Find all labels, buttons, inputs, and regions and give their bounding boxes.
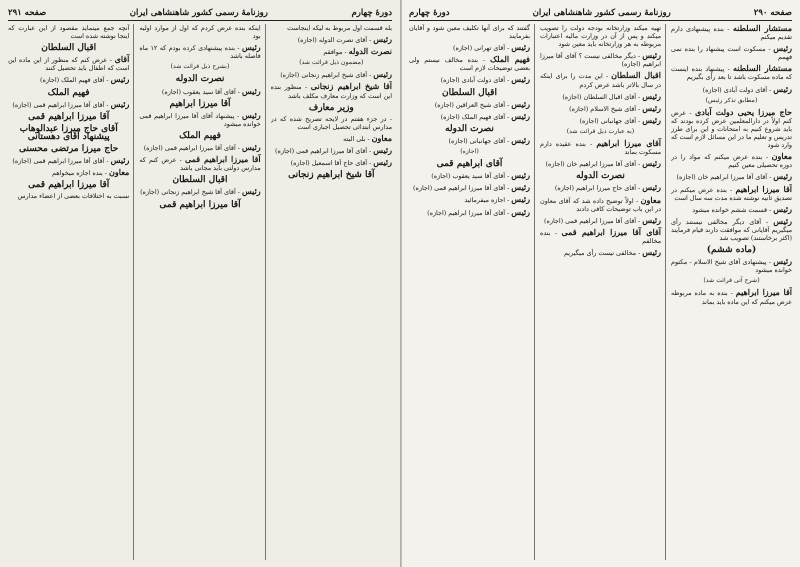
speech-text: - مسکوت است پیشنهاد را بنده نمی فهمم bbox=[671, 45, 792, 62]
speaker-name: رئیس bbox=[642, 102, 661, 113]
speech-text: - مخالفی نیست رأی میگیریم bbox=[564, 248, 641, 257]
speech-text: - بنده عرض میکنم در تصدیق ثانیه نوشته شده مدت سه سال است bbox=[671, 185, 792, 202]
speech-entry bbox=[540, 183, 661, 192]
speech-entry bbox=[540, 71, 661, 88]
speaker-name: رئیس bbox=[110, 155, 130, 166]
speaker-name: مستشار السلطنه bbox=[733, 63, 792, 74]
speech-entry bbox=[8, 24, 129, 40]
left-page-columns bbox=[8, 24, 392, 560]
speaker-heading: وزیر معارف bbox=[308, 102, 354, 113]
speech-entry bbox=[271, 115, 392, 131]
speech-text: - موافقم bbox=[323, 48, 347, 57]
right-page-columns bbox=[409, 24, 792, 560]
speaker-name: رئیس bbox=[773, 43, 792, 54]
speech-text: - آقای آقا سید یعقوب (اجازه) bbox=[431, 172, 510, 181]
speaker-name: رئیس bbox=[773, 83, 792, 94]
speech-entry bbox=[139, 143, 260, 152]
speaker-heading: آقا میرزا ابراهیم قمی bbox=[159, 199, 241, 210]
speech-text: - بلی البته bbox=[343, 134, 370, 143]
speech-text: - پیشنهاد بنده اینست که ماده مسکوت باشد تا بعد رأی بگیریم bbox=[671, 65, 792, 82]
speech-entry bbox=[540, 51, 661, 68]
speaker-name: آقا میرزا ابراهیم قمی bbox=[185, 154, 261, 165]
speaker-name: معاون bbox=[109, 167, 130, 178]
speaker-heading: آقای حاج میرزا عبدالوهاب پیشنهاد آقای دهستانی bbox=[19, 123, 118, 142]
speaker-heading: نصرت الدوله bbox=[445, 123, 494, 134]
speech-entry bbox=[271, 82, 392, 99]
speech-text: گفتند که برای آنها تکلیف معین شود و آقایان بفرمایند bbox=[409, 24, 530, 41]
speech-entry bbox=[8, 192, 129, 200]
speech-text: - آقای اقبال السلطان (اجازه) bbox=[562, 92, 641, 101]
speaker-heading: نصرت الدوله bbox=[576, 171, 625, 182]
speaker-name: رئیس bbox=[373, 145, 392, 156]
speaker-name: رئیس bbox=[511, 206, 530, 217]
speech-text: - پیشنهادی آقای شیخ الاسلام - مکتوم خوانده میشود bbox=[671, 258, 792, 275]
right-page bbox=[400, 0, 800, 567]
speech-entry bbox=[139, 187, 260, 196]
speaker-name: رئیس bbox=[373, 69, 392, 80]
speech-entry bbox=[540, 196, 661, 213]
left-page-number: صفحه ۲۹۱ bbox=[8, 8, 47, 18]
speaker-name: رئیس bbox=[773, 215, 792, 226]
speech-text: - آقای آقا میرزا ابراهیم قمی (اجازه) bbox=[143, 144, 240, 153]
left-page-title: روزنامهٔ رسمی کشور شاهنشاهی ایران bbox=[129, 8, 268, 18]
speech-text: - این مدت را برای اینکه در سال بالاتر باشد عرض کردم bbox=[540, 72, 661, 89]
speech-text: - آقای آقا میرزا ابراهیم (اجازه) bbox=[427, 208, 510, 217]
speaker-name: رئیس bbox=[642, 158, 661, 169]
speaker-name: رئیس bbox=[511, 182, 530, 193]
speech-text: - عرض کنم که مدارس دولتی باید مجانی باشد bbox=[139, 156, 261, 173]
speech-entry bbox=[671, 108, 792, 149]
speaker-name: رئیس bbox=[241, 109, 261, 120]
speech-entry bbox=[540, 104, 661, 113]
speech-entry bbox=[8, 75, 129, 84]
speaker-name: معاون bbox=[640, 194, 661, 205]
speech-text: - پیشنهاد آقای آقا میرزا ابراهیم قمی خوانده میشود bbox=[139, 111, 261, 128]
speech-entry bbox=[540, 139, 661, 156]
speech-text: اینکه بنده عرض کردم که اول از موارد اولیه بود bbox=[139, 24, 261, 41]
speech-entry bbox=[8, 100, 129, 109]
speaker-name: رئیس bbox=[511, 98, 530, 109]
right-column-2 bbox=[540, 24, 666, 560]
speech-entry bbox=[139, 155, 260, 172]
speech-text: - آقای آقا میرزا ابراهیم قمی (اجازه) bbox=[413, 184, 510, 193]
speech-entry bbox=[8, 156, 129, 165]
speech-text: - آقای آقا میرزا ابراهیم قمی (اجازه) bbox=[544, 216, 641, 225]
speaker-name: آقا شیخ ابراهیم زنجانی bbox=[310, 81, 392, 92]
speaker-name: رئیس bbox=[642, 114, 661, 125]
speaker-name: معاون bbox=[371, 132, 392, 143]
speech-text: - آقای فهیم الملک (اجازه) bbox=[40, 76, 109, 85]
speaker-heading: اقبال السلطان bbox=[442, 87, 497, 98]
speech-entry bbox=[671, 185, 792, 202]
speaker-name: رئیس bbox=[373, 157, 392, 168]
speaker-name: رئیس bbox=[642, 90, 661, 101]
speech-text: - آقای فهیم الملک (اجازه) bbox=[440, 112, 510, 121]
speech-entry bbox=[139, 111, 260, 128]
speaker-name: رئیس bbox=[511, 74, 530, 85]
speech-entry bbox=[271, 24, 392, 32]
speaker-heading: آقا شیخ ابراهیم زنجانی bbox=[288, 170, 375, 181]
speaker-name: رئیس bbox=[511, 110, 530, 121]
speech-entry bbox=[409, 112, 530, 121]
speech-text: - بنده عرض میکنم که مواد را در دوره تحصیلی معین کنیم bbox=[671, 153, 792, 170]
left-page-header bbox=[8, 6, 392, 21]
left-page-session: دورهٔ چهارم bbox=[351, 8, 392, 18]
speech-text: - آقای نصرت الدوله (اجازه) bbox=[297, 36, 372, 45]
speaker-name: رئیس bbox=[373, 34, 392, 45]
speaker-name: رئیس bbox=[642, 246, 661, 257]
right-column-3 bbox=[409, 24, 535, 560]
speech-text: - عرض کنم که منظور از این ماده این است که اطفال باید تحصیل کنند bbox=[8, 56, 130, 73]
speech-entry bbox=[271, 35, 392, 44]
speech-text: - بنده مخالف نیستم ولی بعضی توضیحات لازم است bbox=[409, 56, 530, 73]
speaker-heading: آقا میرزا ابراهیم قمی bbox=[28, 111, 110, 122]
speaker-name: رئیس bbox=[773, 203, 792, 214]
speaker-name: رئیس bbox=[241, 142, 261, 153]
left-column-3 bbox=[8, 24, 134, 560]
speaker-name: فهیم الملک bbox=[490, 54, 530, 65]
speech-text: - آقای شیخ ابراهیم زنجانی (اجازه) bbox=[280, 71, 372, 80]
speaker-name: رئیس bbox=[110, 74, 130, 85]
speech-text: - بنده مخالفم bbox=[540, 228, 661, 245]
speech-text: - آقای آقا میرزا ابراهیم قمی (اجازه) bbox=[12, 100, 109, 109]
speech-text: - آقای دیگر مخالفی نیستند رأی میگیریم آقایانی که موافقت دارند قیام فرمایند (اکثر برخاستند) تصویب شد bbox=[671, 217, 792, 242]
speech-entry bbox=[8, 55, 129, 72]
speaker-name: آقای bbox=[114, 54, 130, 65]
speech-entry bbox=[671, 64, 792, 81]
speech-text: آنچه جمع مینماید مقصود از این عبارت که اینجا نوشته شده است bbox=[8, 24, 130, 41]
speech-entry bbox=[139, 87, 260, 96]
speaker-heading: فهیم الملک bbox=[47, 87, 90, 98]
speaker-heading: اقبال السلطان bbox=[172, 175, 228, 186]
speech-entry bbox=[139, 43, 260, 60]
speaker-name: رئیس bbox=[511, 42, 530, 53]
speech-entry bbox=[540, 92, 661, 101]
speech-entry bbox=[540, 24, 661, 48]
proceedings-note: (مطابق تذکر رئیس) bbox=[705, 96, 758, 104]
speaker-name: رئیس bbox=[511, 170, 530, 181]
speech-entry bbox=[271, 47, 392, 56]
proceedings-note: (شرح آتی قرائت شد) bbox=[703, 277, 760, 285]
speech-entry bbox=[271, 158, 392, 167]
speech-entry bbox=[671, 217, 792, 242]
speech-entry bbox=[409, 183, 530, 192]
proceedings-note: (مضمون ذیل قرائت شد) bbox=[299, 59, 364, 67]
speaker-name: رئیس bbox=[241, 42, 261, 53]
speech-text: - آقای جهانبانی (اجازه) bbox=[448, 136, 510, 145]
speech-entry bbox=[540, 159, 661, 168]
right-page-session: دورهٔ چهارم bbox=[409, 8, 450, 18]
right-page-number: صفحه ۲۹۰ bbox=[753, 8, 792, 18]
speech-entry bbox=[409, 55, 530, 72]
speech-entry bbox=[409, 136, 530, 145]
speech-entry bbox=[409, 75, 530, 84]
speaker-name: آقای میرزا ابراهیم bbox=[596, 138, 661, 149]
speech-text: - عرض کنم اولاً در دارالمعلمین عرض کرده بودند که باید شروع کنیم به امتحانات و این برای طرز تدریس و تعلیم ما در این مسائل لازم است که وارد شود bbox=[671, 108, 792, 150]
right-page-header bbox=[409, 6, 792, 21]
speech-text: تهیه میکند وزارتخانه بودجه دولت را تصویب میکند و پس از آن در وزارت مالیه اعتبارات مربوطه به هر وزارتخانه باید معین شود bbox=[540, 24, 661, 49]
speech-entry bbox=[671, 44, 792, 61]
speech-text: - آقای آقا سید یعقوب (اجازه) bbox=[161, 87, 240, 96]
speech-entry bbox=[671, 205, 792, 214]
speech-text: - دیگر مخالفی نیست ؟ آقای آقا میرزا ابراهیم (اجازه) bbox=[540, 52, 661, 69]
speech-text: - آقای آقا میرزا ابراهیم قمی (اجازه) bbox=[275, 147, 372, 156]
speaker-name: رئیس bbox=[110, 98, 130, 109]
speech-text: - منظور بنده این است که وزارت معارف مکلف باشد bbox=[270, 83, 392, 100]
speech-entry bbox=[409, 171, 530, 180]
speech-text: - آقای آقا میرزا ابراهیم قمی (اجازه) bbox=[12, 157, 109, 166]
speaker-name: معاون bbox=[771, 151, 792, 162]
speaker-name: رئیس bbox=[511, 194, 530, 205]
speech-text: - بنده به ماده مربوطه عرض میکنم که این ماده باید بماند bbox=[671, 289, 792, 306]
right-page-title: روزنامهٔ رسمی کشور شاهنشاهی ایران bbox=[532, 8, 671, 18]
speaker-name: رئیس bbox=[642, 182, 661, 193]
proceedings-note: (به عبارت ذیل قرائت شد) bbox=[566, 127, 635, 135]
speech-text: نسبت به اختلافات بعضی از اعضاء مدارس bbox=[17, 192, 130, 201]
speech-entry bbox=[409, 208, 530, 217]
speaker-name: رئیس bbox=[241, 186, 261, 197]
speech-entry bbox=[671, 288, 792, 305]
speaker-name: رئیس bbox=[241, 85, 261, 96]
speech-entry bbox=[671, 24, 792, 41]
speech-entry bbox=[271, 146, 392, 155]
speaker-name: رئیس bbox=[511, 134, 530, 145]
speaker-name: آقا میرزا ابراهیم bbox=[735, 287, 792, 298]
speaker-heading: آقا میرزا ابراهیم bbox=[169, 98, 231, 109]
speaker-name: رئیس bbox=[642, 214, 661, 225]
speech-text: - آقای شیخ العراقین (اجازه) bbox=[434, 100, 510, 109]
speech-entry bbox=[271, 134, 392, 143]
speech-text: - آقای آقا شیخ ابراهیم زنجانی (اجازه) bbox=[140, 188, 240, 197]
speech-text: - در جزء هفتم در لایحه تصریح شده که در مدارس ابتدائی تحصیل اجباری است bbox=[270, 114, 392, 131]
speaker-name: مستشار السلطنه bbox=[732, 24, 792, 33]
speaker-heading: (ماده ششم) bbox=[706, 245, 757, 256]
speech-text: - آقای آقا میرزا ابراهیم خان (اجازه) bbox=[676, 173, 772, 182]
speech-text: - بنده پیشنهادی کرده بودم که ۱۲ ماه فاصله باشد bbox=[139, 44, 261, 61]
left-column-2 bbox=[139, 24, 265, 560]
speech-text: - آقای دولت آبادی (اجازه) bbox=[440, 76, 510, 85]
speech-entry bbox=[540, 248, 661, 257]
speech-text: - آقای حاج آقا اسمعیل (اجازه) bbox=[290, 159, 372, 168]
speaker-name: رئیس bbox=[773, 171, 792, 182]
speech-entry bbox=[540, 116, 661, 125]
speech-text: - آقای دولت آبادی (اجازه) bbox=[702, 85, 772, 94]
speech-text: - اجازه میفرمائید bbox=[464, 196, 510, 205]
speech-text: - آقای حاج میرزا ابراهیم (اجازه) bbox=[554, 184, 641, 193]
speech-text: - اولاً توضیح داده شد که آقای معاون در این باب توضیحات کافی دادند bbox=[540, 196, 661, 213]
speech-text: - آقای آقا میرزا ابراهیم خان (اجازه) bbox=[545, 160, 641, 169]
speech-text: - آقای شیخ الاسلام (اجازه) bbox=[569, 104, 641, 113]
speaker-name: رئیس bbox=[773, 256, 792, 267]
left-column-1 bbox=[271, 24, 392, 560]
speech-entry bbox=[409, 195, 530, 204]
speech-entry bbox=[671, 257, 792, 274]
speech-text: - بنده پیشنهادی دارم تقدیم میکنم bbox=[671, 25, 792, 42]
speech-entry bbox=[409, 24, 530, 40]
speaker-heading: حاج میرزا مرتضی محسنی bbox=[19, 144, 119, 155]
speaker-name: رئیس bbox=[642, 50, 661, 61]
speech-entry bbox=[409, 100, 530, 109]
speech-entry bbox=[671, 85, 792, 94]
speech-entry bbox=[271, 70, 392, 79]
speech-entry bbox=[8, 168, 129, 177]
speech-entry bbox=[139, 24, 260, 40]
speech-entry bbox=[671, 152, 792, 169]
speech-text: - قسمت ششم خوانده میشود bbox=[692, 205, 772, 214]
speaker-name: حاج میرزا یحیی دولت آبادی bbox=[694, 106, 792, 117]
speech-text: بله قسمت اول مربوط به لیکه اینجاست bbox=[287, 24, 392, 32]
speech-entry bbox=[409, 43, 530, 52]
right-column-1 bbox=[671, 24, 792, 560]
speaker-heading: اقبال السلطان bbox=[41, 43, 97, 54]
speaker-name: آقا میرزا ابراهیم bbox=[735, 183, 792, 194]
speaker-name: نصرت الدوله bbox=[348, 46, 392, 57]
speaker-heading: آقای ابراهیم قمی bbox=[436, 159, 503, 170]
speaker-name: اقبال السلطان bbox=[611, 70, 661, 81]
speech-entry bbox=[540, 228, 661, 245]
speech-entry bbox=[540, 216, 661, 225]
proceedings-note: (بشرح ذیل قرائت شد) bbox=[170, 63, 230, 71]
speech-text: - آقای تهرانی (اجازه) bbox=[452, 44, 510, 53]
speech-text: - بنده عقیده دارم مسکوت بماند bbox=[540, 140, 661, 157]
speaker-name: آقای آقا میرزا ابراهیم قمی bbox=[561, 226, 661, 237]
speaker-heading: آقا میرزا ابراهیم قمی bbox=[28, 180, 110, 191]
speech-entry bbox=[671, 172, 792, 181]
speaker-heading: فهیم الملک bbox=[179, 130, 221, 141]
speech-text: - بنده اجازه میخواهم bbox=[52, 169, 107, 178]
speaker-heading: نصرت الدوله bbox=[175, 74, 225, 85]
speech-text: - آقای جهانبانی (اجازه) bbox=[579, 116, 641, 125]
proceedings-note: (اجازه) bbox=[460, 148, 479, 156]
